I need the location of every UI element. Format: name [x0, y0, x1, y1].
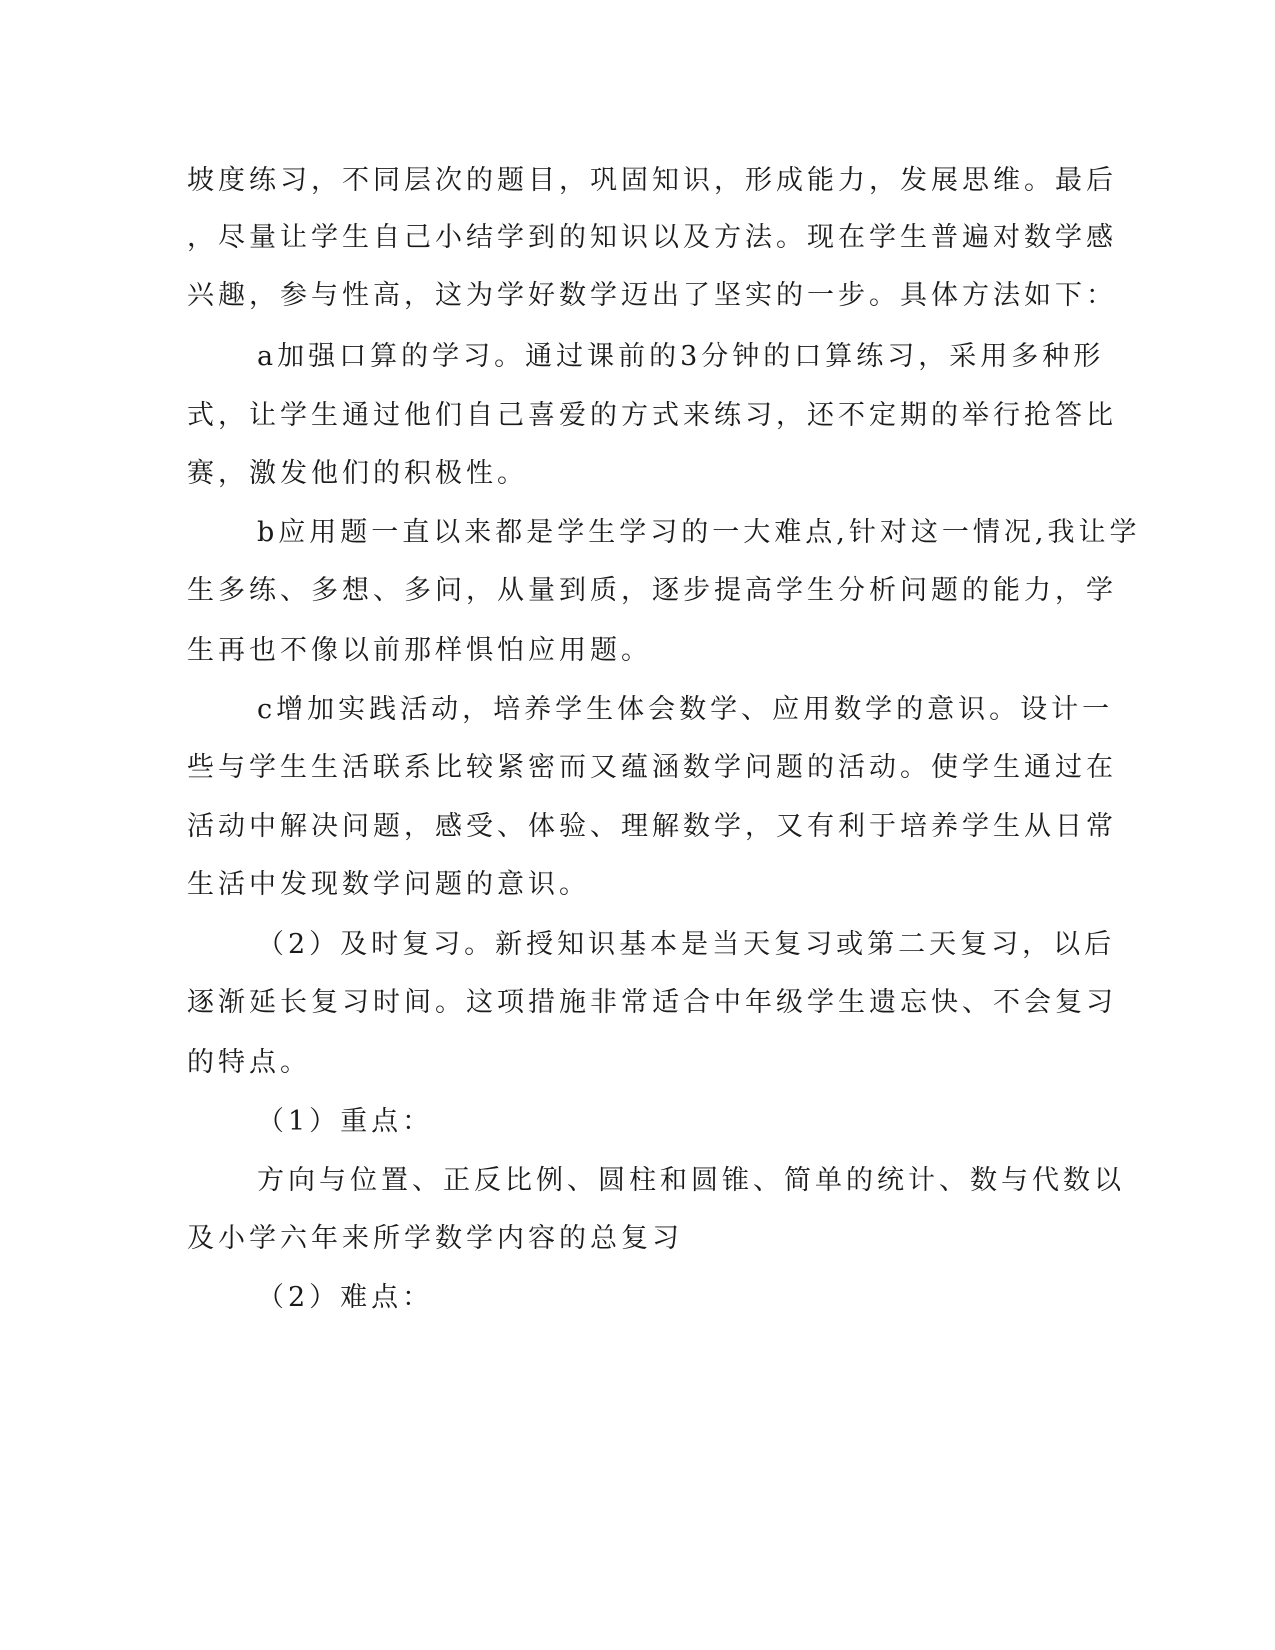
text-line: 方向与位置、正反比例、圆柱和圆锥、简单的统计、数与代数以: [257, 1165, 1125, 1196]
text-line: 坡度练习，不同层次的题目，巩固知识，形成能力，发展思维。最后: [187, 165, 1117, 196]
text-line: 生多练、多想、多问，从量到质，逐步提高学生分析问题的能力，学: [187, 575, 1117, 606]
text-line: b应用题一直以来都是学生学习的一大难点,针对这一情况,我让学: [257, 517, 1141, 548]
text-line: 活动中解决问题，感受、体验、理解数学，又有利于培养学生从日常: [187, 811, 1117, 842]
text-line: 逐渐延长复习时间。这项措施非常适合中年级学生遗忘快、不会复习: [187, 987, 1117, 1018]
text-line: 生再也不像以前那样惧怕应用题。: [187, 635, 652, 666]
text-line: 生活中发现数学问题的意识。: [187, 869, 590, 900]
text-line: 赛，激发他们的积极性。: [187, 458, 528, 489]
text-line: ，尽量让学生自己小结学到的知识以及方法。现在学生普遍对数学感: [187, 222, 1117, 253]
text-line: 些与学生生活联系比较紧密而又蕴涵数学问题的活动。使学生通过在: [187, 752, 1117, 783]
text-line: 兴趣，参与性高，这为学好数学迈出了坚实的一步。具体方法如下：: [187, 280, 1117, 311]
text-line: （1）重点：: [257, 1106, 434, 1137]
text-line: （2）及时复习。新授知识基本是当天复习或第二天复习，以后: [257, 929, 1116, 960]
text-line: c增加实践活动，培养学生体会数学、应用数学的意识。设计一: [257, 694, 1114, 725]
text-line: 式，让学生通过他们自己喜爱的方式来练习，还不定期的举行抢答比: [187, 400, 1117, 431]
text-line: 及小学六年来所学数学内容的总复习: [187, 1223, 683, 1254]
text-line: a加强口算的学习。通过课前的3分钟的口算练习，采用多种形: [257, 341, 1105, 372]
text-line: 的特点。: [187, 1047, 311, 1078]
text-line: （2）难点：: [257, 1282, 434, 1313]
